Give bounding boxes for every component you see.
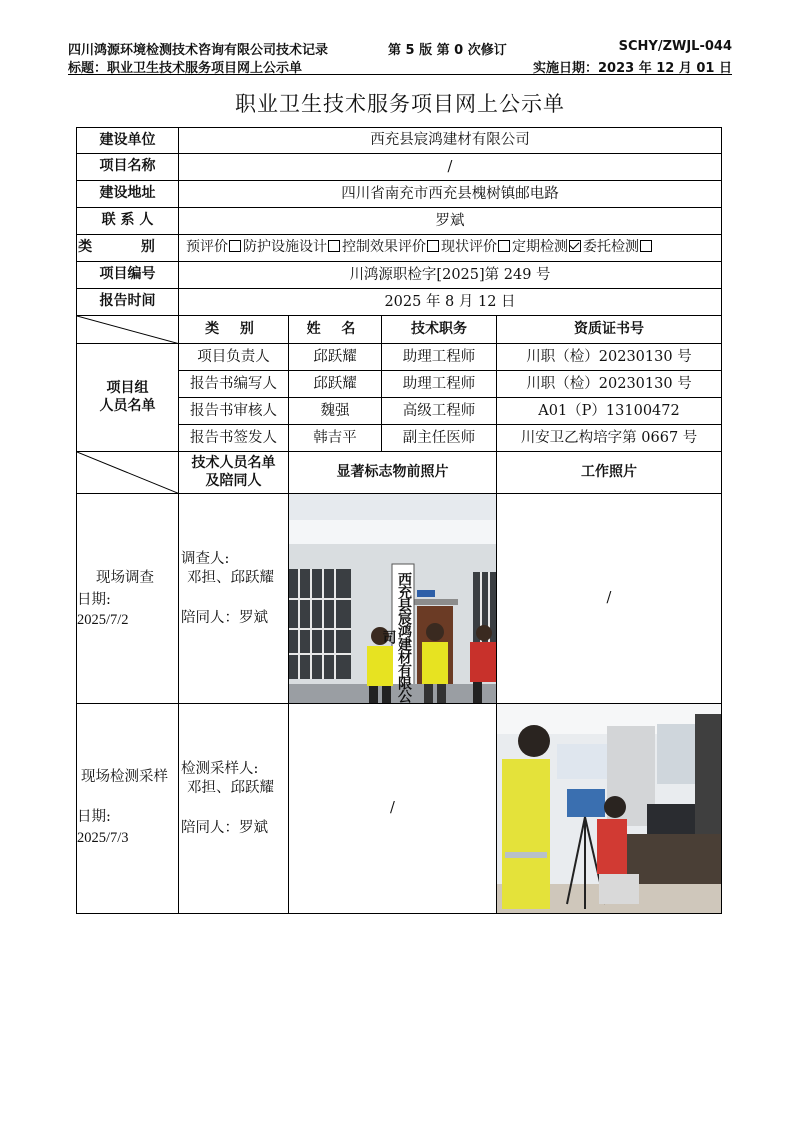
work-photo-header: 工作照片 bbox=[497, 452, 722, 494]
header-title-line: 标题：职业卫生技术服务项目网上公示单 bbox=[68, 61, 303, 76]
staff-cert: 川职（检）20230130 号 bbox=[497, 371, 722, 398]
address-value: 四川省南充市西充县槐树镇邮电路 bbox=[179, 181, 722, 208]
sampling-date-label: 日期: bbox=[77, 809, 111, 825]
staff-header-diagonal-cell bbox=[76, 316, 179, 344]
sampling-companion: 陪同人：罗斌 bbox=[181, 820, 268, 836]
address-label: 建设地址 bbox=[76, 181, 179, 208]
staff-name: 邱跃耀 bbox=[289, 344, 382, 371]
company-sign-text: 西充县宸鸿建材有限公司 bbox=[380, 571, 412, 702]
project-name-value: / bbox=[179, 154, 722, 181]
company-record-title: 四川鸿源环境检测技术咨询有限公司技术记录 bbox=[68, 43, 329, 58]
investigator-names: 邓担、邱跃耀 bbox=[187, 570, 274, 586]
landmark-photo-header: 显著标志物前照片 bbox=[289, 452, 497, 494]
sampling-date: 2025/7/3 bbox=[77, 830, 129, 846]
page-header-line-2 bbox=[68, 56, 732, 75]
survey-people-cell bbox=[179, 494, 289, 704]
photo-header-diagonal-cell bbox=[76, 452, 179, 494]
diagonal-line bbox=[77, 316, 180, 344]
category-item-0: 预评价 bbox=[186, 239, 243, 257]
checkbox-icon[interactable] bbox=[498, 240, 510, 252]
report-time-value: 2025 年 8 月 12 日 bbox=[179, 289, 722, 316]
report-time-label: 报告时间 bbox=[76, 289, 179, 316]
staff-col-role-header: 类 别 bbox=[179, 316, 289, 344]
survey-date-label: 日期: bbox=[77, 592, 111, 608]
landmark-photo-cell bbox=[289, 494, 497, 704]
work-photo bbox=[497, 704, 721, 913]
sampling-landmark-photo-cell: / bbox=[289, 704, 497, 914]
page-header-line-1 bbox=[68, 38, 732, 56]
category-item-1: 防护设施设计 bbox=[243, 239, 342, 257]
sampling-work-photo-cell bbox=[497, 704, 722, 914]
sampling-date-cell bbox=[76, 704, 179, 914]
staff-cert: A01（P）13100472 bbox=[497, 398, 722, 425]
sampling-label: 现场检测采样 bbox=[81, 769, 168, 785]
survey-work-photo-cell: / bbox=[497, 494, 722, 704]
project-no-label: 项目编号 bbox=[76, 262, 179, 289]
diagonal-line bbox=[77, 452, 180, 494]
category-item-2: 控制效果评价 bbox=[342, 239, 441, 257]
survey-date-cell bbox=[76, 494, 179, 704]
survey-label: 现场调查 bbox=[96, 570, 154, 586]
publicity-form-table bbox=[76, 127, 722, 914]
document-code: SCHY/ZWJL-044 bbox=[618, 39, 732, 54]
staff-col-title-header: 技术职务 bbox=[382, 316, 497, 344]
staff-col-name-header: 姓 名 bbox=[289, 316, 382, 344]
effective-date: 实施日期：2023 年 12 月 01 日 bbox=[533, 61, 732, 76]
contact-value: 罗斌 bbox=[179, 208, 722, 235]
checkbox-icon[interactable] bbox=[328, 240, 340, 252]
staff-title: 高级工程师 bbox=[382, 398, 497, 425]
sampler-names: 邓担、邱跃耀 bbox=[187, 780, 274, 796]
checked-checkbox-icon[interactable] bbox=[569, 240, 581, 252]
staff-role: 项目负责人 bbox=[179, 344, 289, 371]
landmark-photo bbox=[289, 494, 496, 703]
survey-date: 2025/7/2 bbox=[77, 612, 129, 628]
staff-col-cert-header: 资质证书号 bbox=[497, 316, 722, 344]
staff-name: 韩吉平 bbox=[289, 425, 382, 452]
unit-label: 建设单位 bbox=[76, 127, 179, 154]
staff-group-label: 项目组 人员名单 bbox=[76, 344, 179, 452]
staff-name: 魏强 bbox=[289, 398, 382, 425]
staff-title: 副主任医师 bbox=[382, 425, 497, 452]
project-no-value: 川鸿源职检字[2025]第 249 号 bbox=[179, 262, 722, 289]
checkbox-icon[interactable] bbox=[640, 240, 652, 252]
category-label: 类 别 bbox=[76, 235, 179, 262]
staff-title: 助理工程师 bbox=[382, 344, 497, 371]
category-options bbox=[179, 235, 722, 262]
contact-label: 联 系 人 bbox=[76, 208, 179, 235]
checkbox-icon[interactable] bbox=[427, 240, 439, 252]
sampling-people-cell bbox=[179, 704, 289, 914]
document-title: 职业卫生技术服务项目网上公示单 bbox=[235, 92, 565, 116]
investigator-label: 调查人: bbox=[181, 551, 230, 567]
staff-cert: 川安卫乙构培字第 0667 号 bbox=[497, 425, 722, 452]
staff-role: 报告书审核人 bbox=[179, 398, 289, 425]
checkbox-icon[interactable] bbox=[229, 240, 241, 252]
survey-companion: 陪同人：罗斌 bbox=[181, 610, 268, 626]
staff-cert: 川职（检）20230130 号 bbox=[497, 344, 722, 371]
staff-role: 报告书编写人 bbox=[179, 371, 289, 398]
staff-list-header: 技术人员名单 及陪同人 bbox=[179, 452, 289, 494]
project-name-label: 项目名称 bbox=[76, 154, 179, 181]
staff-role: 报告书签发人 bbox=[179, 425, 289, 452]
unit-value: 西充县宸鸿建材有限公司 bbox=[179, 127, 722, 154]
sampler-label: 检测采样人: bbox=[181, 761, 259, 777]
category-item-4: 定期检测 bbox=[512, 239, 583, 257]
staff-name: 邱跃耀 bbox=[289, 371, 382, 398]
category-item-3: 现状评价 bbox=[441, 239, 512, 257]
category-item-5: 委托检测 bbox=[583, 239, 654, 257]
version-text: 第 5 版 第 0 次修订 bbox=[388, 43, 507, 58]
staff-title: 助理工程师 bbox=[382, 371, 497, 398]
